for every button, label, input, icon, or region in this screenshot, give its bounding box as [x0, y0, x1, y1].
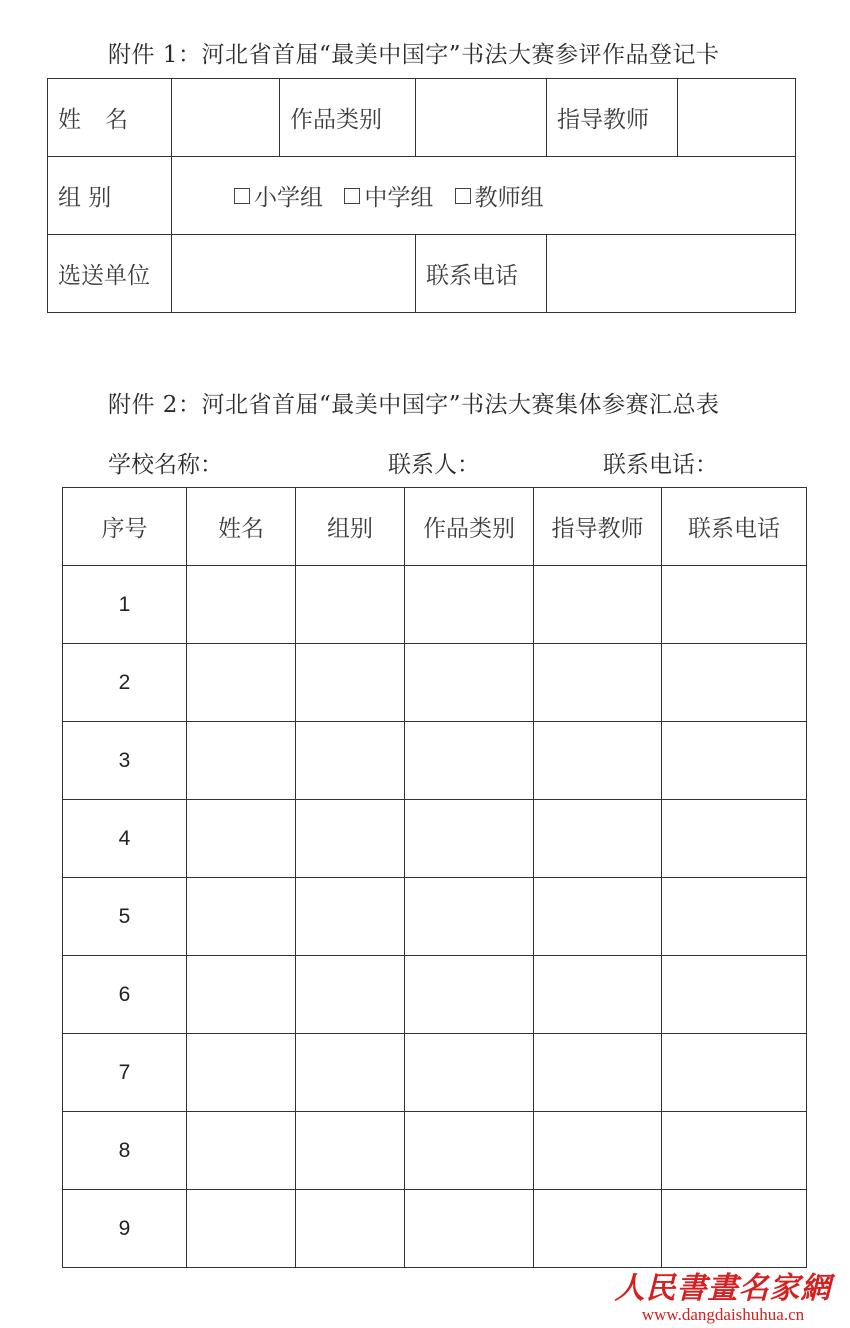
row-name-cell[interactable]	[187, 566, 296, 644]
row-group-cell[interactable]	[296, 956, 405, 1034]
row-teacher-cell[interactable]	[534, 800, 662, 878]
table-row	[63, 956, 807, 1034]
row-index: 2	[63, 644, 187, 722]
table-row	[63, 878, 807, 956]
row-category-cell[interactable]	[405, 956, 534, 1034]
site-watermark-logo	[608, 1272, 838, 1324]
row-name-cell[interactable]	[187, 800, 296, 878]
table-row	[63, 644, 807, 722]
row-phone-cell[interactable]	[662, 956, 807, 1034]
header-index: 序号	[63, 488, 187, 566]
row-index: 6	[63, 956, 187, 1034]
row-teacher-cell[interactable]	[534, 1190, 662, 1268]
header-phone: 联系电话	[662, 488, 807, 566]
attachment2-title: 附件 2：河北省首届“最美中国字”书法大赛集体参赛汇总表	[108, 392, 720, 418]
table-row	[63, 1034, 807, 1112]
group-option-primary[interactable]	[234, 179, 323, 212]
summary-table	[62, 487, 807, 1268]
group-label: 组 别	[48, 157, 172, 235]
row-teacher-cell[interactable]	[534, 1034, 662, 1112]
row-group-cell[interactable]	[296, 878, 405, 956]
row-category-cell[interactable]	[405, 722, 534, 800]
row-category-cell[interactable]	[405, 566, 534, 644]
row-phone-cell[interactable]	[662, 722, 807, 800]
row-group-cell[interactable]	[296, 1034, 405, 1112]
row-phone-cell[interactable]	[662, 1190, 807, 1268]
registration-card-table	[47, 78, 796, 313]
row-group-cell[interactable]	[296, 1190, 405, 1268]
watermark-chinese: 人民書畫名家網	[614, 1271, 832, 1306]
table-row	[63, 1190, 807, 1268]
attachment1-title: 附件 1：河北省首届“最美中国字”书法大赛参评作品登记卡	[108, 42, 720, 68]
header-teacher: 指导教师	[534, 488, 662, 566]
row-group-cell[interactable]	[296, 566, 405, 644]
row-category-cell[interactable]	[405, 644, 534, 722]
summary-body	[63, 566, 807, 1268]
unit-field[interactable]	[172, 235, 416, 313]
row-name-cell[interactable]	[187, 1190, 296, 1268]
summary-meta-row	[108, 446, 808, 476]
teacher-label: 指导教师	[547, 79, 678, 157]
category-field[interactable]	[416, 79, 547, 157]
header-group: 组别	[296, 488, 405, 566]
contact-person-label: 联系人：	[388, 452, 480, 478]
group-option-label: 教师组	[474, 185, 544, 211]
row-name-cell[interactable]	[187, 956, 296, 1034]
row-phone-cell[interactable]	[662, 1034, 807, 1112]
group-option-middle[interactable]	[344, 179, 433, 212]
watermark-url: www.dangdaishuhua.cn	[641, 1305, 805, 1324]
row-phone-cell[interactable]	[662, 566, 807, 644]
checkbox-icon[interactable]	[455, 188, 471, 204]
row-name-cell[interactable]	[187, 1112, 296, 1190]
group-option-teacher[interactable]	[455, 179, 544, 212]
row-teacher-cell[interactable]	[534, 956, 662, 1034]
row-index: 8	[63, 1112, 187, 1190]
row-teacher-cell[interactable]	[534, 566, 662, 644]
row-teacher-cell[interactable]	[534, 644, 662, 722]
checkbox-icon[interactable]	[344, 188, 360, 204]
table-row	[63, 566, 807, 644]
row-category-cell[interactable]	[405, 1034, 534, 1112]
table-row	[63, 722, 807, 800]
row-phone-cell[interactable]	[662, 878, 807, 956]
header-category: 作品类别	[405, 488, 534, 566]
row-category-cell[interactable]	[405, 1112, 534, 1190]
row-group-cell[interactable]	[296, 800, 405, 878]
row-category-cell[interactable]	[405, 1190, 534, 1268]
table-row	[63, 1112, 807, 1190]
row-group-cell[interactable]	[296, 722, 405, 800]
summary-header-row	[63, 488, 807, 566]
row-index: 7	[63, 1034, 187, 1112]
row-phone-cell[interactable]	[662, 800, 807, 878]
row-name-cell[interactable]	[187, 878, 296, 956]
phone-field[interactable]	[547, 235, 796, 313]
school-name-label: 学校名称：	[108, 452, 223, 478]
row-index: 9	[63, 1190, 187, 1268]
row-teacher-cell[interactable]	[534, 722, 662, 800]
name-field[interactable]	[172, 79, 280, 157]
reg-row-unit	[48, 235, 796, 313]
row-category-cell[interactable]	[405, 800, 534, 878]
row-teacher-cell[interactable]	[534, 1112, 662, 1190]
teacher-field[interactable]	[678, 79, 796, 157]
reg-row-name	[48, 79, 796, 157]
row-index: 1	[63, 566, 187, 644]
contact-phone-label: 联系电话：	[603, 452, 718, 478]
row-index: 3	[63, 722, 187, 800]
row-index: 5	[63, 878, 187, 956]
category-label: 作品类别	[280, 79, 416, 157]
row-group-cell[interactable]	[296, 644, 405, 722]
reg-row-group	[48, 157, 796, 235]
table-row	[63, 800, 807, 878]
group-option-label: 中学组	[364, 185, 434, 211]
row-name-cell[interactable]	[187, 722, 296, 800]
unit-label: 选送单位	[48, 235, 172, 313]
phone-label: 联系电话	[416, 235, 547, 313]
header-name: 姓名	[187, 488, 296, 566]
checkbox-icon[interactable]	[234, 188, 250, 204]
row-index: 4	[63, 800, 187, 878]
row-phone-cell[interactable]	[662, 644, 807, 722]
row-name-cell[interactable]	[187, 644, 296, 722]
group-options	[172, 157, 796, 235]
name-label: 姓名	[48, 79, 172, 157]
row-teacher-cell[interactable]	[534, 878, 662, 956]
row-phone-cell[interactable]	[662, 1112, 807, 1190]
row-category-cell[interactable]	[405, 878, 534, 956]
row-name-cell[interactable]	[187, 1034, 296, 1112]
group-option-label: 小学组	[254, 185, 323, 211]
row-group-cell[interactable]	[296, 1112, 405, 1190]
